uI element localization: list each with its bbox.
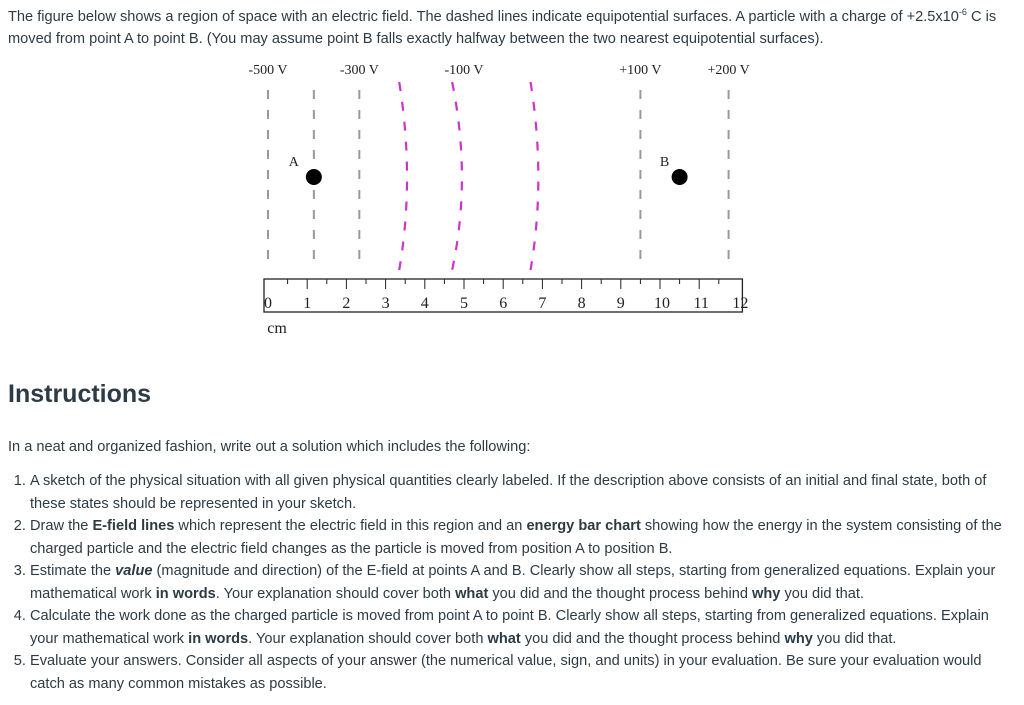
potential-label: -300 V [339,63,379,78]
ruler-tick-label: 3 [381,295,390,312]
instruction-item-1: 1. A sketch of the physical situation with all given physical quantities clearly labeled. If the description above consists of an initial and final state, both of these states should be represented in your sketch. [30,470,1010,515]
instruction-item-3: 3. Estimate the value (magnitude and direction) of the E-field at points A and B. Clearly show all steps, starting from generalized equations. Explain your mathematical work in words. Your explanation should cover both what you did and the thought process behind why you did that. [30,560,1010,605]
ruler [264,279,748,337]
instruction-item-5: 5. Evaluate your answers. Consider all aspects of your answer (the numerical value, sign, and units) in your evaluation. Be sure your evaluation would catch as many common mistakes as possible. [30,650,1010,695]
point-label: B [659,155,670,170]
magenta-equipotential-line [531,82,539,270]
ruler-tick-label: 8 [577,295,586,312]
potential-label: +200 V [707,63,750,78]
ruler-tick-label: 0 [264,295,272,312]
ruler-unit: cm [267,320,287,337]
ruler-tick-label: 10 [654,295,670,312]
ruler-tick-label: 11 [693,295,709,312]
ruler-tick-label: 5 [460,295,468,312]
ruler-tick-label: 1 [303,295,312,312]
point-b-dot [672,169,688,185]
gray-equipotential-lines [268,90,729,268]
ruler-tick-label: 2 [342,295,351,312]
problem-text-1: The figure below shows a region of space with an electric field. The dashed lines indicate equipotential surfaces. A particle with a charge of +2.5x10 [8,9,959,25]
ruler-tick-label: 7 [538,295,547,312]
ruler-tick-label: 6 [499,295,508,312]
potential-label: -500 V [248,63,288,78]
charge-exponent: -6 [958,7,967,18]
instructions-lead: In a neat and organized fashion, write out a solution which includes the following: [8,439,531,455]
ruler-tick-label: 12 [732,295,749,312]
instructions-heading: Instructions [8,380,152,408]
magenta-equipotential-line [452,82,462,270]
instructions-list [0,470,1010,695]
ruler-tick-label: 9 [616,295,625,312]
instruction-item-2: 2. Draw the E-field lines which represent the electric field in this region and an energy bar chart showing how the energy in the system consisting of the charged particle and the electric field changes as the particle is moved from position A to position B. [30,515,1010,560]
charge-points [289,155,688,185]
problem-text-2: C is moved from point A to point B. (You may assume point B falls exactly halfway between the two nearest equipotential surfaces). [8,9,997,47]
potential-label: +100 V [619,63,662,78]
magenta-equipotential-lines [399,82,538,270]
ruler-tick-label: 4 [420,295,429,312]
potential-labels [248,63,749,78]
potential-label: -100 V [444,63,484,78]
point-label: A [288,155,299,170]
magenta-equipotential-line [399,82,407,270]
equipotential-figure [0,0,1024,350]
point-a-dot [306,169,322,185]
instruction-item-4: 4. Calculate the work done as the charged particle is moved from point A to point B. Clearly show all steps, starting from generalized equations. Explain your mathematical work in words. Your explanation should cover both what you did and the thought process behind why you did that. [30,605,1010,650]
